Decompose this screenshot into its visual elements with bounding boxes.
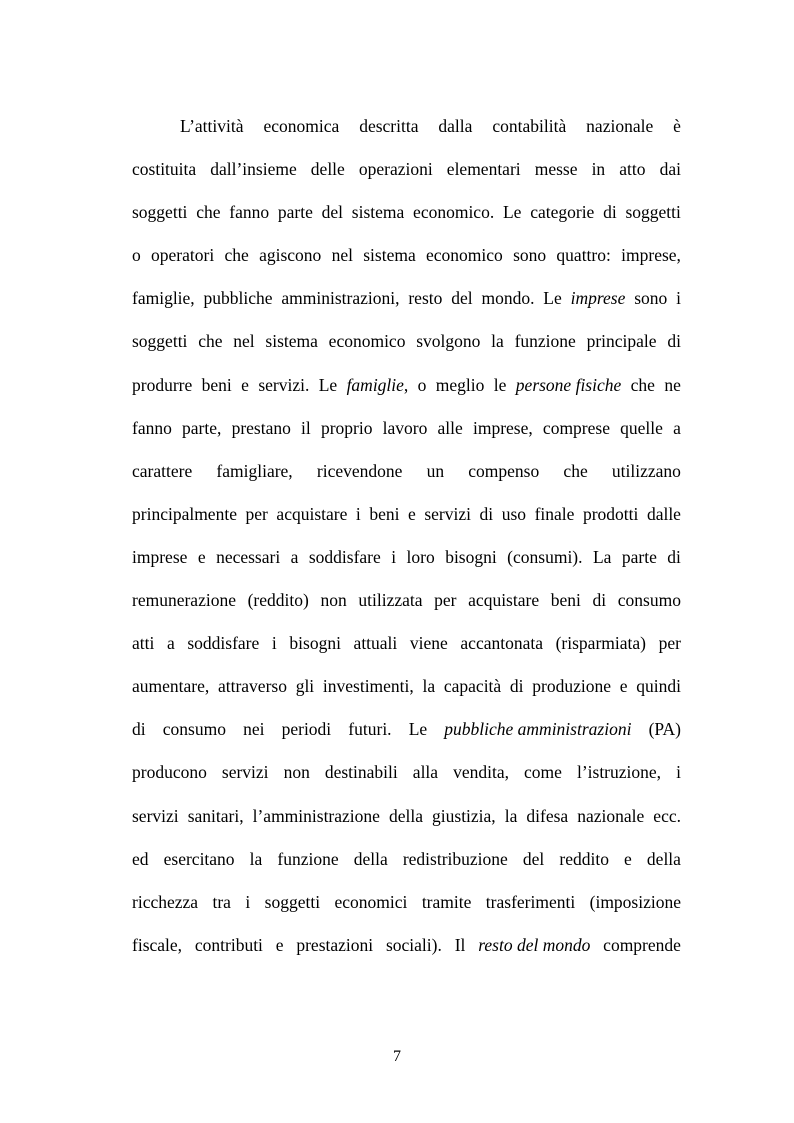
word: famigliare, — [216, 460, 293, 481]
word: dalle — [646, 503, 681, 524]
word: la — [249, 848, 263, 869]
word: necessari — [216, 546, 281, 567]
word: quelle — [620, 417, 663, 438]
word: gli — [295, 676, 315, 697]
word: sistema — [351, 202, 405, 223]
word: soddisfare — [187, 633, 260, 654]
word: principale — [586, 331, 657, 352]
word: la — [504, 805, 518, 826]
word: ed — [132, 848, 149, 869]
word: L’attività — [180, 116, 244, 136]
word: sistema — [363, 245, 416, 266]
word: sono — [513, 245, 547, 266]
word: i — [355, 503, 361, 524]
word: proprio — [320, 417, 373, 438]
word: o — [132, 245, 141, 266]
text-line — [132, 239, 681, 282]
word: e — [241, 374, 249, 395]
word: elementari — [446, 159, 521, 180]
word: Le — [408, 719, 428, 740]
word: dalla — [438, 116, 473, 136]
word: lavoro — [382, 417, 428, 438]
word: alle — [437, 417, 463, 438]
word: imprese, — [621, 245, 681, 266]
word: prestano — [231, 417, 291, 438]
word: reddito — [559, 848, 609, 869]
word: remunerazione — [132, 590, 236, 611]
text-line — [132, 412, 681, 455]
word: bisogni — [445, 546, 497, 567]
word: della — [388, 805, 423, 826]
word: e — [197, 546, 206, 567]
word: per — [245, 503, 268, 524]
word: le — [493, 374, 507, 395]
word: periodi — [281, 719, 332, 740]
word: futuri. — [348, 719, 392, 740]
word: e — [624, 848, 632, 869]
word: come — [524, 762, 562, 783]
word: investimenti, — [322, 676, 414, 697]
word: tramite — [421, 891, 472, 912]
word: l’istruzione, — [576, 762, 662, 783]
word: fiscale, — [132, 934, 183, 955]
word: messe — [534, 159, 578, 180]
word-group — [347, 369, 409, 412]
text-line — [132, 541, 681, 584]
word: sono — [634, 288, 668, 309]
word: che — [630, 374, 655, 395]
word: e — [619, 676, 628, 697]
word: costituita — [132, 159, 197, 180]
word: La — [592, 546, 612, 567]
word: famiglie, — [132, 288, 195, 309]
word: del — [451, 288, 473, 309]
word: ne — [664, 374, 681, 395]
word: delle — [310, 159, 345, 180]
word: esercitano — [163, 848, 235, 869]
word: i — [271, 633, 277, 654]
word: soggetti — [625, 202, 681, 223]
word: funzione — [514, 331, 576, 352]
word: produrre — [132, 374, 193, 395]
word: a — [166, 633, 175, 654]
word: trasferimenti — [485, 891, 576, 912]
word: economici — [334, 891, 408, 912]
word: soggetti — [132, 202, 188, 223]
text-line — [132, 713, 681, 756]
word: la — [422, 676, 436, 697]
word: descritta — [359, 116, 419, 136]
word: e — [275, 934, 284, 955]
word: di — [479, 503, 494, 524]
word: economica — [263, 116, 340, 136]
text-line — [132, 886, 681, 929]
word: imprese — [132, 546, 188, 567]
word: svolgono — [416, 331, 481, 352]
word: Le — [543, 288, 562, 309]
word: servizi — [424, 503, 471, 524]
word: produzione — [532, 676, 611, 697]
italic-term: resto del mondo — [478, 934, 591, 955]
word: atti — [132, 633, 155, 654]
word: attraverso — [217, 676, 287, 697]
text-line — [132, 369, 681, 412]
word: soddisfare — [308, 546, 381, 567]
word: un — [426, 460, 445, 481]
word: ricevendone — [316, 460, 403, 481]
word: accantonata — [460, 633, 543, 654]
text-line — [132, 929, 681, 972]
word: tra — [212, 891, 231, 912]
body-paragraph — [132, 110, 681, 972]
word: servizi — [221, 762, 269, 783]
word: meglio — [435, 374, 485, 395]
italic-term: pubbliche amministrazioni — [444, 719, 632, 740]
word: , — [403, 374, 409, 395]
word: beni — [201, 374, 232, 395]
text-line — [132, 584, 681, 627]
word: finale — [534, 503, 575, 524]
word: di — [509, 676, 524, 697]
word: di — [592, 590, 607, 611]
word: l’amministrazione — [252, 805, 380, 826]
word: del — [522, 848, 545, 869]
word: carattere — [132, 460, 193, 481]
word: nei — [243, 719, 265, 740]
word: utilizzano — [611, 460, 681, 481]
word: prestazioni — [296, 934, 374, 955]
word: comprende — [603, 934, 681, 955]
text-line — [132, 196, 681, 239]
word: quattro: — [556, 245, 611, 266]
word: per — [658, 633, 681, 654]
word: comprese — [542, 417, 610, 438]
word: sanitari, — [187, 805, 244, 826]
word: che — [196, 202, 221, 223]
word: acquistare — [468, 590, 540, 611]
word: nel — [331, 245, 353, 266]
word: sociali). — [385, 934, 442, 955]
word: del — [321, 202, 344, 223]
word: Le — [502, 202, 522, 223]
italic-term: imprese — [570, 288, 626, 309]
word: non — [283, 762, 310, 783]
word: contributi — [194, 934, 263, 955]
word: bisogni — [289, 633, 341, 654]
word: (PA) — [648, 719, 681, 740]
word: imprese, — [472, 417, 533, 438]
word: agiscono — [259, 245, 322, 266]
word: la — [491, 331, 504, 352]
word: in — [591, 159, 606, 180]
text-line — [132, 325, 681, 368]
word: i — [676, 288, 681, 309]
word: redistribuzione — [402, 848, 508, 869]
word: compenso — [468, 460, 540, 481]
word: non — [320, 590, 347, 611]
word: il — [301, 417, 311, 438]
word: servizi — [132, 805, 179, 826]
word: amministrazioni, — [281, 288, 400, 309]
word: destinabili — [324, 762, 398, 783]
word: nazionale — [577, 805, 645, 826]
word: ecc. — [653, 805, 681, 826]
word: viene — [409, 633, 448, 654]
word: di — [132, 719, 146, 740]
word: prodotti — [582, 503, 639, 524]
word: di — [667, 546, 681, 567]
word: aumentare, — [132, 676, 210, 697]
word: vendita, — [453, 762, 509, 783]
word: parte — [277, 202, 313, 223]
word: capacità — [443, 676, 502, 697]
word: Il — [454, 934, 466, 955]
word: i — [245, 891, 251, 912]
word: fanno — [132, 417, 172, 438]
word: utilizzata — [358, 590, 423, 611]
word: economico — [426, 245, 503, 266]
word: consumo — [162, 719, 226, 740]
word: della — [646, 848, 681, 869]
word: Le — [318, 374, 338, 395]
word: della — [353, 848, 388, 869]
italic-term: persone fisiche — [515, 374, 622, 395]
word: quindi — [636, 676, 681, 697]
word: operazioni — [358, 159, 433, 180]
word: categorie — [530, 202, 595, 223]
text-line — [132, 756, 681, 799]
italic-term: famiglie — [346, 374, 404, 395]
word: parte — [621, 546, 657, 567]
word: economico. — [413, 202, 495, 223]
text-line — [132, 670, 681, 713]
word: beni — [369, 503, 400, 524]
word: (imposizione — [589, 891, 681, 912]
word: operatori — [151, 245, 215, 266]
word: consumo — [617, 590, 681, 611]
text-line — [132, 110, 681, 153]
text-line — [132, 800, 681, 843]
word: beni — [550, 590, 581, 611]
word: a — [673, 417, 681, 438]
word: che — [563, 460, 588, 481]
word: ricchezza — [132, 891, 199, 912]
text-line — [132, 843, 681, 886]
word: o — [417, 374, 427, 395]
word: per — [434, 590, 457, 611]
text-line — [132, 282, 681, 325]
word: a — [290, 546, 299, 567]
word: uso — [501, 503, 527, 524]
word: di — [603, 202, 617, 223]
word: che — [198, 331, 223, 352]
word: e — [408, 503, 416, 524]
word: (risparmiata) — [555, 633, 646, 654]
word: acquistare — [276, 503, 348, 524]
word: i — [391, 546, 397, 567]
word: soggetti — [264, 891, 321, 912]
word: nazionale — [586, 116, 654, 136]
word: alla — [412, 762, 439, 783]
word: nel — [233, 331, 255, 352]
word: servizi. — [258, 374, 310, 395]
word: attuali — [353, 633, 398, 654]
text-line — [132, 627, 681, 670]
word: pubbliche — [203, 288, 273, 309]
word: di — [667, 331, 681, 352]
word: i — [676, 762, 681, 783]
word: è — [673, 116, 681, 136]
word: mondo. — [481, 288, 535, 309]
word: giustizia, — [432, 805, 496, 826]
text-line — [132, 498, 681, 541]
word: dall’insieme — [210, 159, 297, 180]
word: difesa — [526, 805, 569, 826]
word: contabilità — [492, 116, 567, 136]
word: resto — [408, 288, 443, 309]
word: (consumi). — [507, 546, 583, 567]
word: parte, — [182, 417, 222, 438]
text-line — [132, 153, 681, 196]
word: principalmente — [132, 503, 237, 524]
word: economico — [328, 331, 406, 352]
word: sistema — [265, 331, 318, 352]
word: atto — [619, 159, 646, 180]
word: loro — [406, 546, 435, 567]
page-number: 7 — [393, 1048, 401, 1065]
word: producono — [132, 762, 207, 783]
word: fanno — [229, 202, 270, 223]
text-line — [132, 455, 681, 498]
word: (reddito) — [247, 590, 309, 611]
word: che — [224, 245, 249, 266]
word: soggetti — [132, 331, 188, 352]
word: dai — [659, 159, 681, 180]
word: funzione — [277, 848, 339, 869]
